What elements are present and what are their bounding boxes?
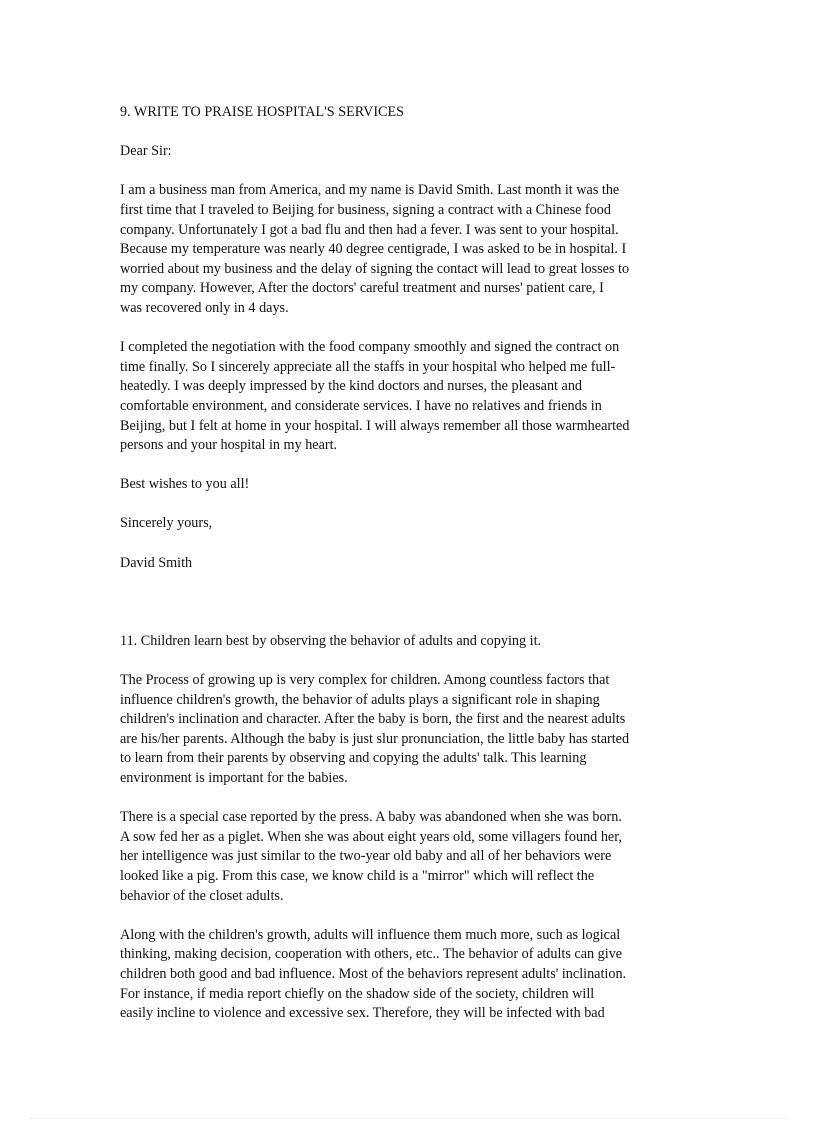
essay-paragraph-2: [120, 808, 700, 906]
text-line: comfortable environment, and considerate services. I have no relatives and friends in: [120, 397, 602, 414]
text-line: persons and your hospital in my heart.: [120, 437, 338, 454]
essay-paragraph-3: [120, 926, 700, 1024]
text-line: A sow fed her as a piglet. When she was about eight years old, some villagers found her,: [120, 828, 622, 845]
text-line: I am a business man from America, and my name is David Smith. Last month it was the: [120, 182, 620, 199]
letter-wishes: Best wishes to you all!: [120, 476, 250, 493]
text-line: worried about my business and the delay of signing the contact will lead to great losses to: [120, 260, 630, 277]
letter-signature: David Smith: [120, 554, 193, 571]
essay-heading: 11. Children learn best by observing the behavior of adults and copying it.: [120, 632, 542, 649]
text-line: looked like a pig. From this case, we know child is a "mirror" which will reflect the: [120, 867, 595, 884]
text-line: time finally. So I sincerely appreciate all the staffs in your hospital who helped me full-: [120, 358, 616, 375]
text-line: children's inclination and character. After the baby is born, the first and the nearest adults: [120, 711, 626, 728]
text-line: environment is important for the babies.: [120, 770, 348, 786]
text-line: my company. However, After the doctors' careful treatment and nurses' patient care, I: [120, 280, 604, 297]
text-line: her intelligence was just similar to the two-year old baby and all of her behaviors were: [120, 848, 612, 865]
text-line: first time that I traveled to Beijing for business, signing a contract with a Chinese food: [120, 201, 611, 218]
text-line: The Process of growing up is very complex for children. Among countless factors that: [120, 672, 610, 689]
document-page: [120, 103, 700, 1043]
text-line: I completed the negotiation with the food company smoothly and signed the contract on: [120, 339, 620, 356]
text-line: There is a special case reported by the press. A baby was abandoned when she was born.: [120, 809, 622, 826]
letter-closing: Sincerely yours,: [120, 515, 213, 532]
text-line: Beijing, but I felt at home in your hospital. I will always remember all those warmhearted: [120, 417, 630, 434]
text-line: Because my temperature was nearly 40 degree centigrade, I was asked to be in hospital. I: [120, 241, 627, 258]
letter-paragraph-2: [120, 338, 700, 456]
letter-paragraph-1: [120, 181, 700, 318]
text-line: behavior of the closet adults.: [120, 887, 284, 904]
text-line: heatedly. I was deeply impressed by the kind doctors and nurses, the pleasant and: [120, 378, 583, 395]
letter-heading: 9. WRITE TO PRAISE HOSPITAL'S SERVICES: [120, 104, 405, 120]
text-line: children both good and bad influence. Most of the behaviors represent adults' inclination.: [120, 965, 627, 982]
page-bottom-divider: [30, 1118, 786, 1119]
text-line: For instance, if media report chiefly on the shadow side of the society, children will: [120, 985, 595, 1002]
text-line: was recovered only in 4 days.: [120, 299, 289, 316]
text-line: Along with the children's growth, adults will influence them much more, such as logical: [120, 926, 621, 943]
letter-greeting: Dear Sir:: [120, 143, 172, 160]
text-line: company. Unfortunately I got a bad flu and then had a fever. I was sent to your hospital.: [120, 221, 619, 238]
section-spacer: [120, 593, 700, 632]
text-line: influence children's growth, the behavior of adults plays a significant role in shaping: [120, 691, 600, 708]
text-line: are his/her parents. Although the baby is just slur pronunciation, the little baby has started: [120, 730, 630, 747]
text-line: to learn from their parents by observing and copying the adults' talk. This learning: [120, 750, 587, 767]
text-line: thinking, making decision, cooperation with others, etc.. The behavior of adults can give: [120, 946, 623, 963]
essay-paragraph-1: [120, 671, 700, 789]
text-line: easily incline to violence and excessive sex. Therefore, they will be infected with bad: [120, 1005, 605, 1022]
